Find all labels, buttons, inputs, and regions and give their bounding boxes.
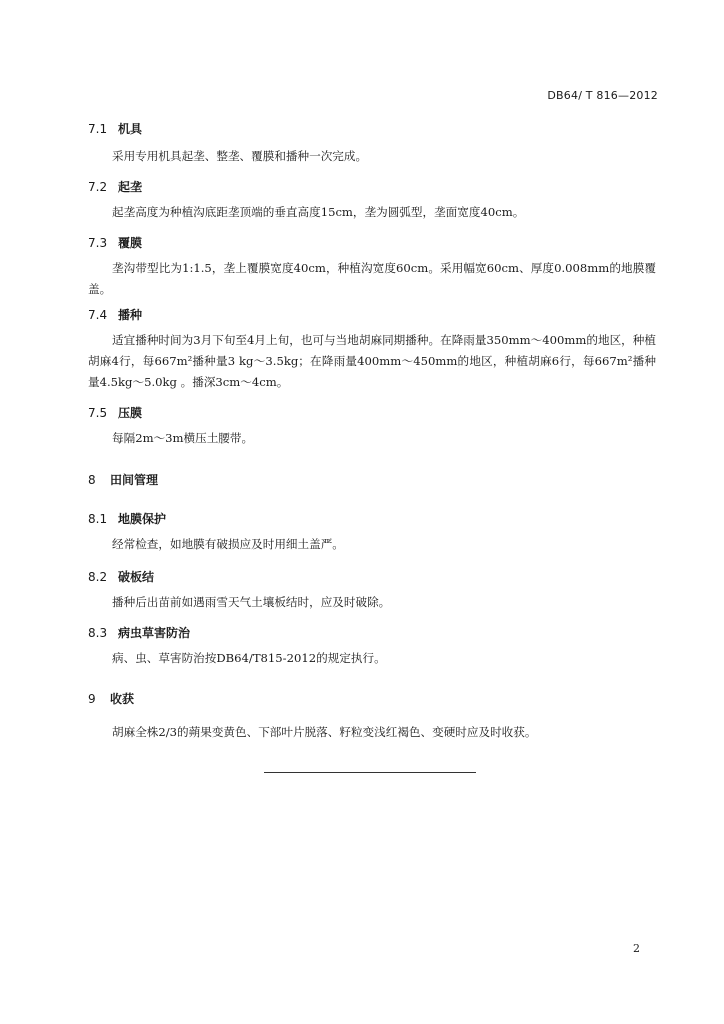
section-title: 破板结 [118,570,155,584]
section-heading-7-2 [88,178,142,195]
section-title: 机具 [118,122,143,136]
section-title: 地膜保护 [118,512,167,526]
section-heading-7-5 [88,404,142,421]
section-title: 压膜 [118,406,143,420]
section-title: 覆膜 [118,236,143,250]
section-number: 7.3 [88,236,108,250]
paragraph-7-4: 适宜播种时间为3月下旬至4月上旬，也可与当地胡麻同期播种。在降雨量350mm～400mm的地区，种植胡麻4行，每667m²播种量3 kg～3.5kg；在降雨量400mm～450mm的地区，种植胡麻6行，每667m²播种量4.5kg～5.0kg 。播深3cm～4cm。 [88,333,656,389]
section-heading-8-1 [88,510,166,527]
section-heading-8-3 [88,624,190,641]
section-heading-7-3 [88,234,142,251]
section-number: 8.1 [88,512,108,526]
section-number: 8.2 [88,570,108,584]
section-title: 起垄 [118,180,143,194]
paragraph-7-2: 起垄高度为种植沟底距垄顶端的垂直高度15cm，垄为圆弧型，垄面宽度40cm。 [112,205,525,219]
paragraph-8-2: 播种后出苗前如遇雨雪天气土壤板结时，应及时破除。 [112,595,391,609]
paragraph-8-3: 病、虫、草害防治按DB64/T815-2012的规定执行。 [112,651,386,665]
section-heading-8 [88,471,158,488]
paragraph-7-5: 每隔2m～3m横压土腰带。 [112,431,254,445]
section-title: 病虫草害防治 [118,626,191,640]
section-heading-7-1 [88,120,142,137]
section-heading-9 [88,690,134,707]
section-number: 7.2 [88,180,108,194]
page-number: 2 [633,942,640,955]
paragraph-8-1: 经常检查，如地膜有破损应及时用细土盖严。 [112,537,344,551]
paragraph-7-1: 采用专用机具起垄、整垄、覆膜和播种一次完成。 [112,149,368,163]
end-rule [264,772,476,773]
document-code-header: DB64/ T 816—2012 [547,89,658,102]
section-number: 8 [88,473,96,487]
section-number: 7.4 [88,308,108,322]
section-title: 收获 [110,692,135,706]
section-number: 9 [88,692,96,706]
section-heading-8-2 [88,568,154,585]
section-heading-7-4 [88,306,142,323]
section-number: 8.3 [88,626,108,640]
paragraph-9: 胡麻全株2/3的蒴果变黄色、下部叶片脱落、籽粒变浅红褐色、变硬时应及时收获。 [112,725,537,739]
section-number: 7.5 [88,406,108,420]
section-title: 播种 [118,308,143,322]
section-number: 7.1 [88,122,108,136]
paragraph-7-3: 垄沟带型比为1:1.5，垄上覆膜宽度40cm，种植沟宽度60cm。采用幅宽60cm、厚度0.008mm的地膜覆盖。 [88,261,656,296]
section-title: 田间管理 [110,473,159,487]
